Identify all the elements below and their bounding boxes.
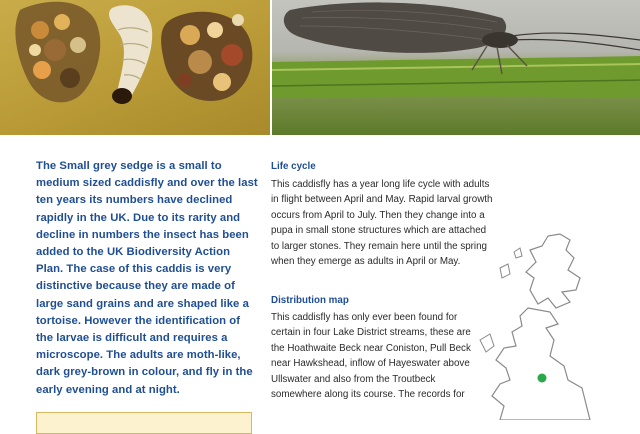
intro-paragraph: The Small grey sedge is a small to medium sized caddisfly and over the last ten years its numbers have declined rapidly in the UK. Due to its rarity and decline in numbers the insect has been added to the UK Biodiversity Action Plan. The case of this caddis is very distinctive because they are made of large sand grains and are shaped like a tortoise. However the identification of the larvae is difficult and requires a microscope. The adults are moth-like, dark grey-brown in colour, and fly in the early evening and at night. (36, 160, 258, 396)
life-cycle-heading: Life cycle (271, 161, 316, 172)
photo-larvae-cases (0, 0, 270, 135)
larvae-cases-illustration (0, 0, 270, 135)
distribution-heading: Distribution map (271, 295, 349, 306)
uk-distribution-map (430, 228, 640, 420)
uk-outline-map (430, 228, 640, 420)
life-cycle-text: This caddisfly has a year long life cycle with adults in flight between April and May. Rapid larval growth occurs from April to July. Then they change into a pupa in small stone structures which are attached to larger stones. They remain here until the spring when they emerge as adults in April or May. (271, 179, 493, 268)
photo-adult-caddisfly (272, 0, 640, 135)
adult-caddisfly-illustration (272, 0, 640, 135)
highlight-box (36, 412, 252, 434)
record-marker (538, 374, 547, 383)
intro-column (36, 158, 258, 399)
distribution-text: This caddisfly has only ever been found for certain in four Lake District streams, these are the Hoathwaite Beck near Coniston, Pull Beck near Hawkshead, inflow of Hayeswater above Ullswater and also from the Troutbeck somewhere along its course. The records for (271, 312, 471, 401)
